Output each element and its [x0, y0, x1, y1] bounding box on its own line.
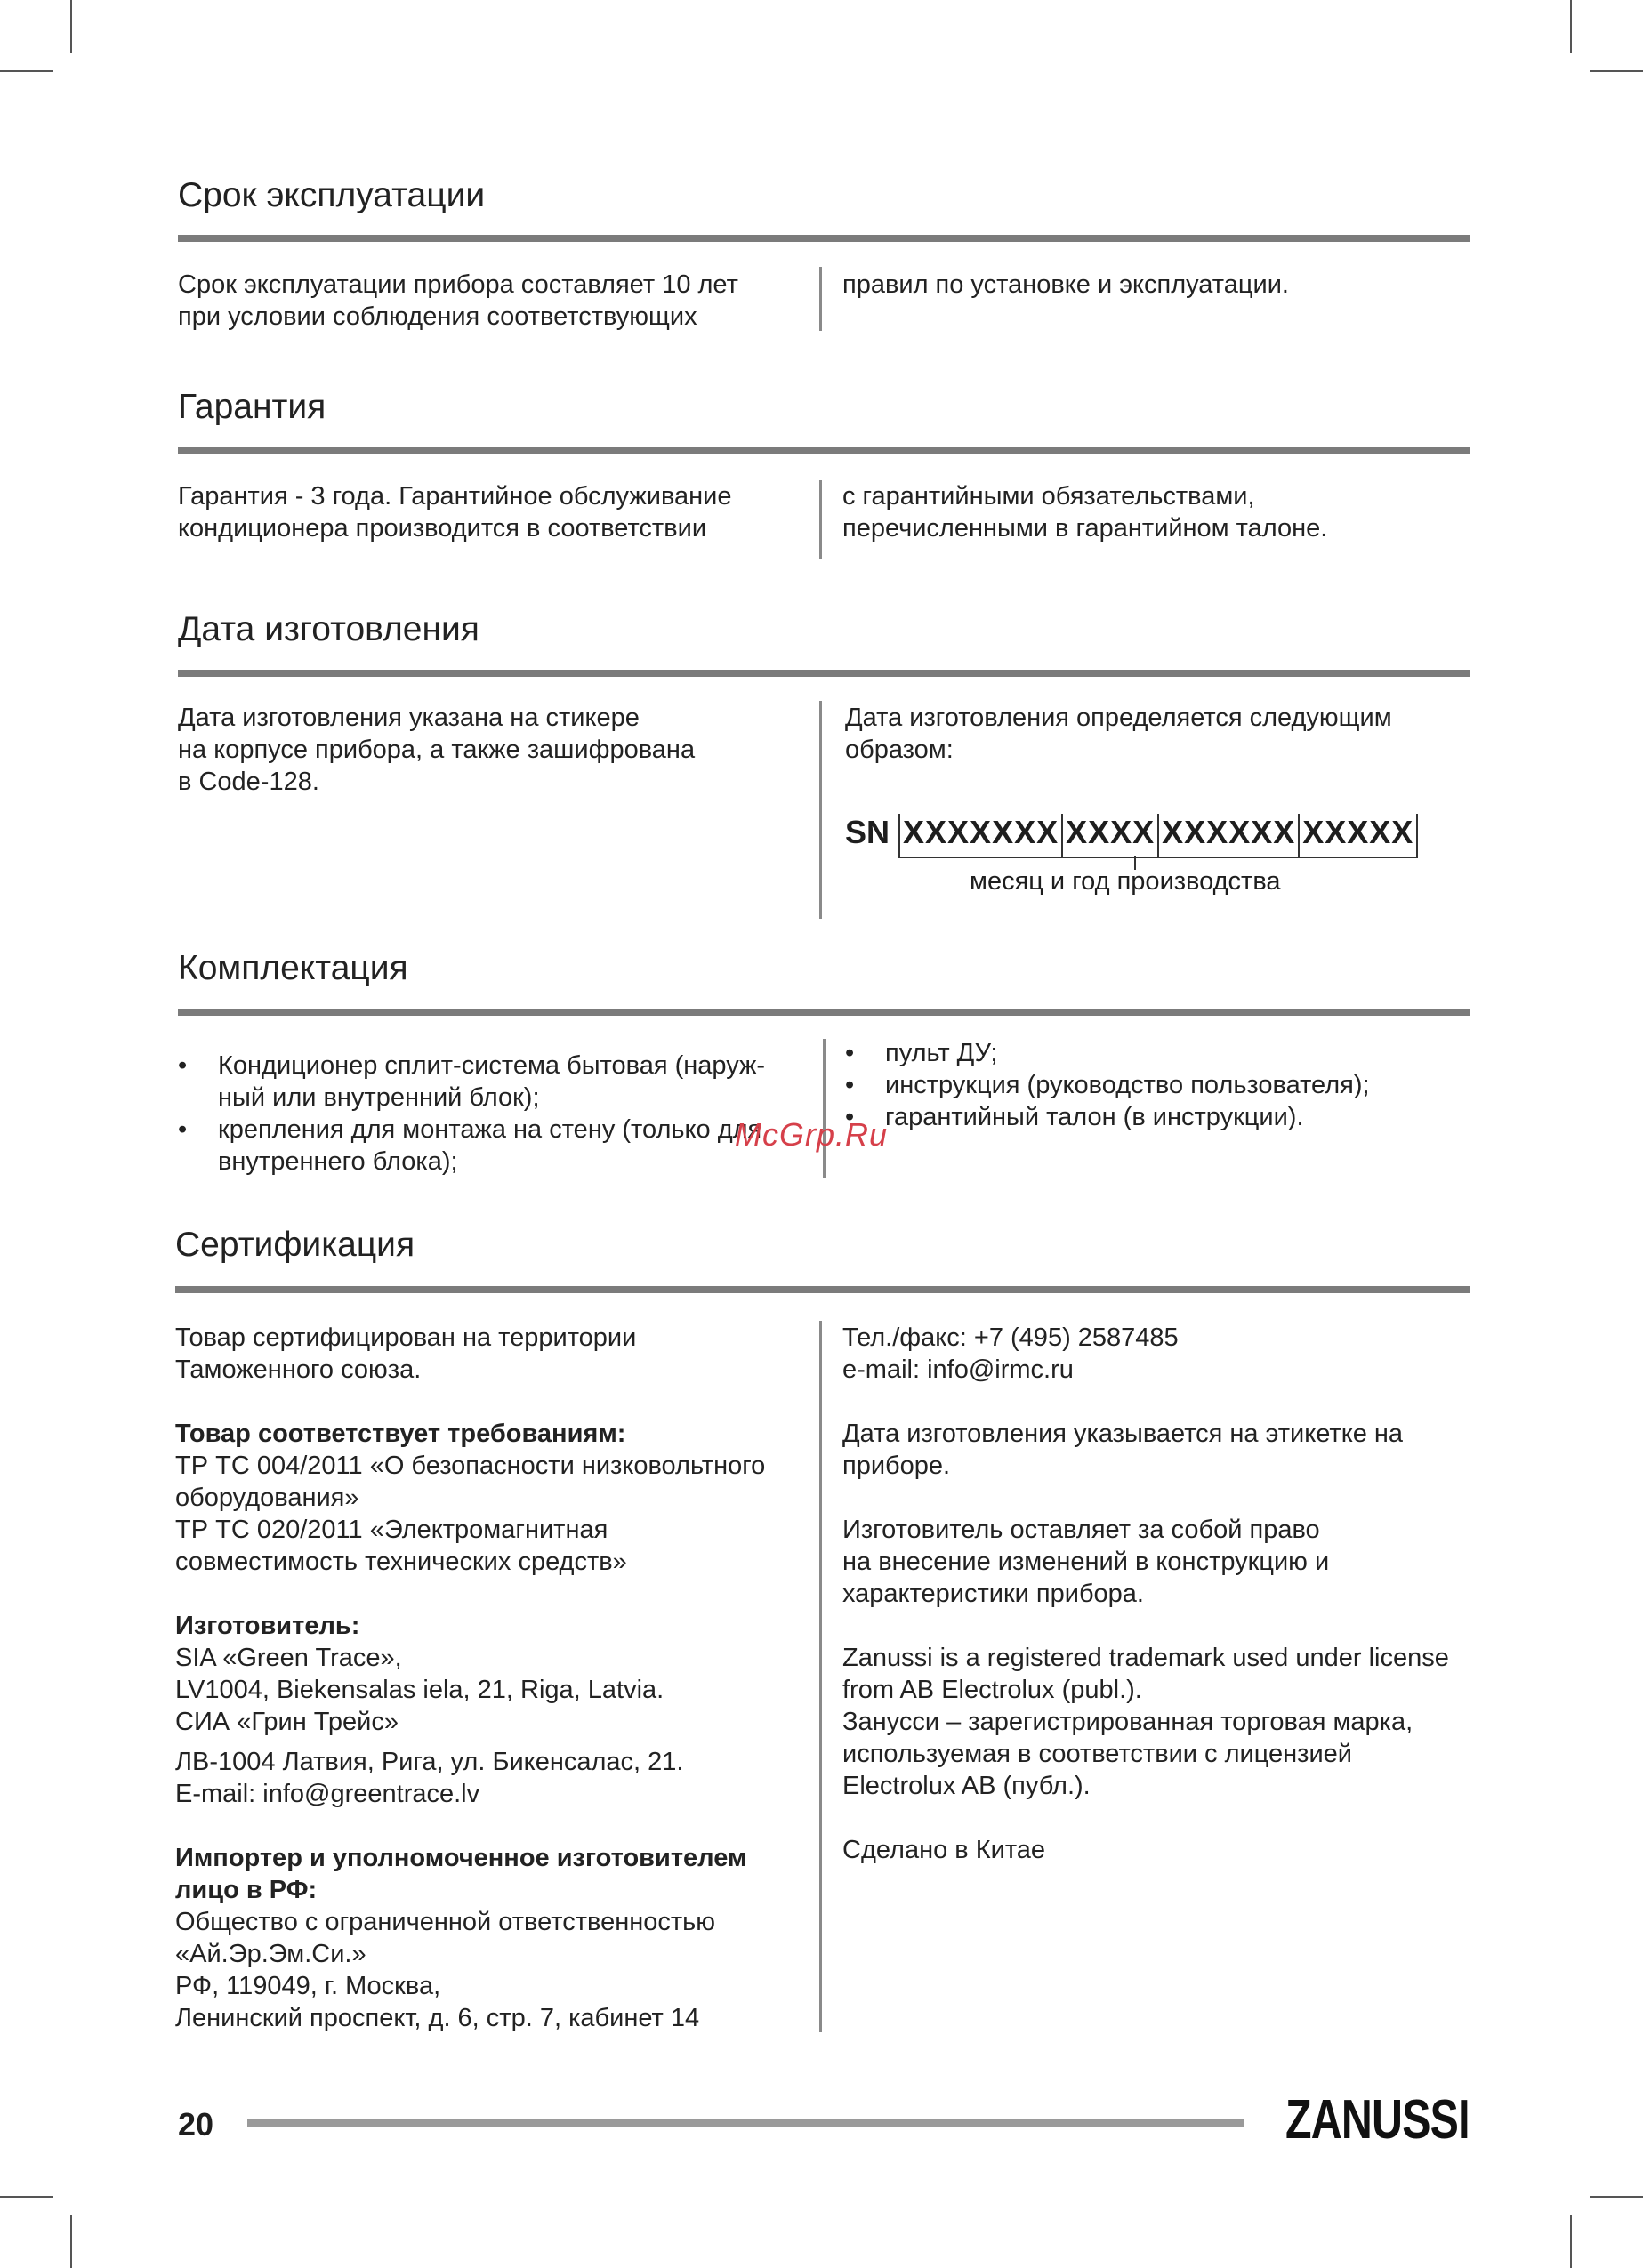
section-rule: [178, 670, 1470, 677]
page-number: 20: [178, 2106, 214, 2143]
crop-mark: [1590, 70, 1643, 72]
section-title-package: Комплектация: [178, 949, 408, 987]
crop-mark: [70, 0, 72, 53]
certification-left-text: Товар сертифицирован на территории Таможенного союза. Товар соответствует требованиям: ТР ТС 004/2011 «О безопасности низковольтного оборудования» ТР ТС 020/2011 «Электромагнитная совместимость технических средств» Изготовитель: SIA «Green Trace», LV1004, Biekensalas iela, 21, Riga, Latvia. СИА «Грин Трейс» ЛВ-1004 Латвия, Рига, ул. Бикенсалас, 21. E-mail: info@greentrace.lv Импортер и уполномоченное изготовителем лицо в РФ: Общество с ограниченной ответственностью «Ай.Эр.Эм.Си.» РФ, 119049, г. Москва, Ленинский проспект, д. 6, стр. 7, кабинет 14: [175, 1322, 807, 2034]
section-title-manufacture-date: Дата изготовления: [178, 610, 479, 648]
list-item: • Кондиционер сплит-система бытовая (наруж-ный или внутренний блок);: [178, 1050, 805, 1114]
crop-mark: [1590, 2196, 1643, 2198]
crop-mark: [0, 2196, 53, 2198]
section-rule: [178, 1009, 1470, 1016]
crop-mark: [0, 70, 53, 72]
section-title-certification: Сертификация: [175, 1226, 415, 1264]
package-right-list: [845, 1037, 1468, 1133]
importer-heading: Импортер и уполномоченное изготовителем: [175, 1844, 747, 1872]
section-rule: [178, 235, 1470, 242]
list-item: • пульт ДУ;: [845, 1037, 1468, 1069]
crop-mark: [70, 2215, 72, 2268]
warranty-left-text: Гарантия - 3 года. Гарантийное обслуживание кондиционера производится в соответствии: [178, 482, 732, 543]
serial-prefix: SN: [845, 814, 890, 850]
manufacture-date-left-text: Дата изготовления указана на стикере на корпусе прибора, а также зашифрована в Code-128.: [178, 704, 696, 796]
requirements-heading: Товар соответствует требованиям:: [175, 1420, 626, 1448]
column-divider: [819, 480, 822, 559]
manufacture-date-right-text: Дата изготовления определяется следующим образом:: [845, 704, 1392, 764]
lifetime-left-text: Срок эксплуатации прибора составляет 10 лет при условии соблюдения соответствующих: [178, 270, 738, 331]
column-divider: [819, 701, 822, 919]
list-item: • крепления для монтажа на стену (только для внутреннего блока);: [178, 1114, 805, 1178]
package-left-list: [178, 1050, 805, 1178]
section-title-lifetime: Срок эксплуатации: [178, 176, 486, 214]
certification-right-text: Тел./факс: +7 (495) 2587485 e-mail: info@irmc.ru Дата изготовления указывается на этикетке на приборе. Изготовитель оставляет за собой право на внесение изменений в конструкцию и характеристики прибора. Zanussi is a registered trademark used under license from AB Electrolux (publ.). Занусси – зарегистрированная торговая марка, используемая в соответствии с лицензией Electrolux AB (публ.). Сделано в Китае: [842, 1323, 1449, 1864]
crop-mark: [1570, 2215, 1572, 2268]
serial-number-diagram: [845, 814, 1418, 858]
list-item: • инструкция (руководство пользователя);: [845, 1069, 1468, 1101]
lifetime-right-text: правил по установке и эксплуатации.: [842, 270, 1289, 299]
serial-caption: месяц и год производства: [970, 867, 1281, 896]
crop-mark: [1570, 0, 1572, 53]
footer-rule: [247, 2119, 1244, 2127]
serial-group: XXXX: [1061, 814, 1157, 858]
column-divider: [823, 1039, 826, 1178]
column-divider: [819, 1321, 822, 2032]
serial-group: XXXXX: [1298, 814, 1418, 858]
serial-group: XXXXXXX: [898, 814, 1061, 858]
section-title-warranty: Гарантия: [178, 388, 326, 426]
list-item: • гарантийный талон (в инструкции).: [845, 1101, 1468, 1133]
column-divider: [819, 267, 822, 331]
manufacturer-heading: Изготовитель:: [175, 1612, 360, 1640]
section-rule: [178, 447, 1470, 454]
watermark: McGrp.Ru: [735, 1116, 889, 1153]
section-rule: [175, 1286, 1470, 1293]
brand-logo: ZANUSSI: [1285, 2089, 1470, 2151]
warranty-right-text: с гарантийными обязательствами, перечисленными в гарантийном талоне.: [842, 482, 1328, 543]
serial-group: XXXXXX: [1157, 814, 1298, 858]
